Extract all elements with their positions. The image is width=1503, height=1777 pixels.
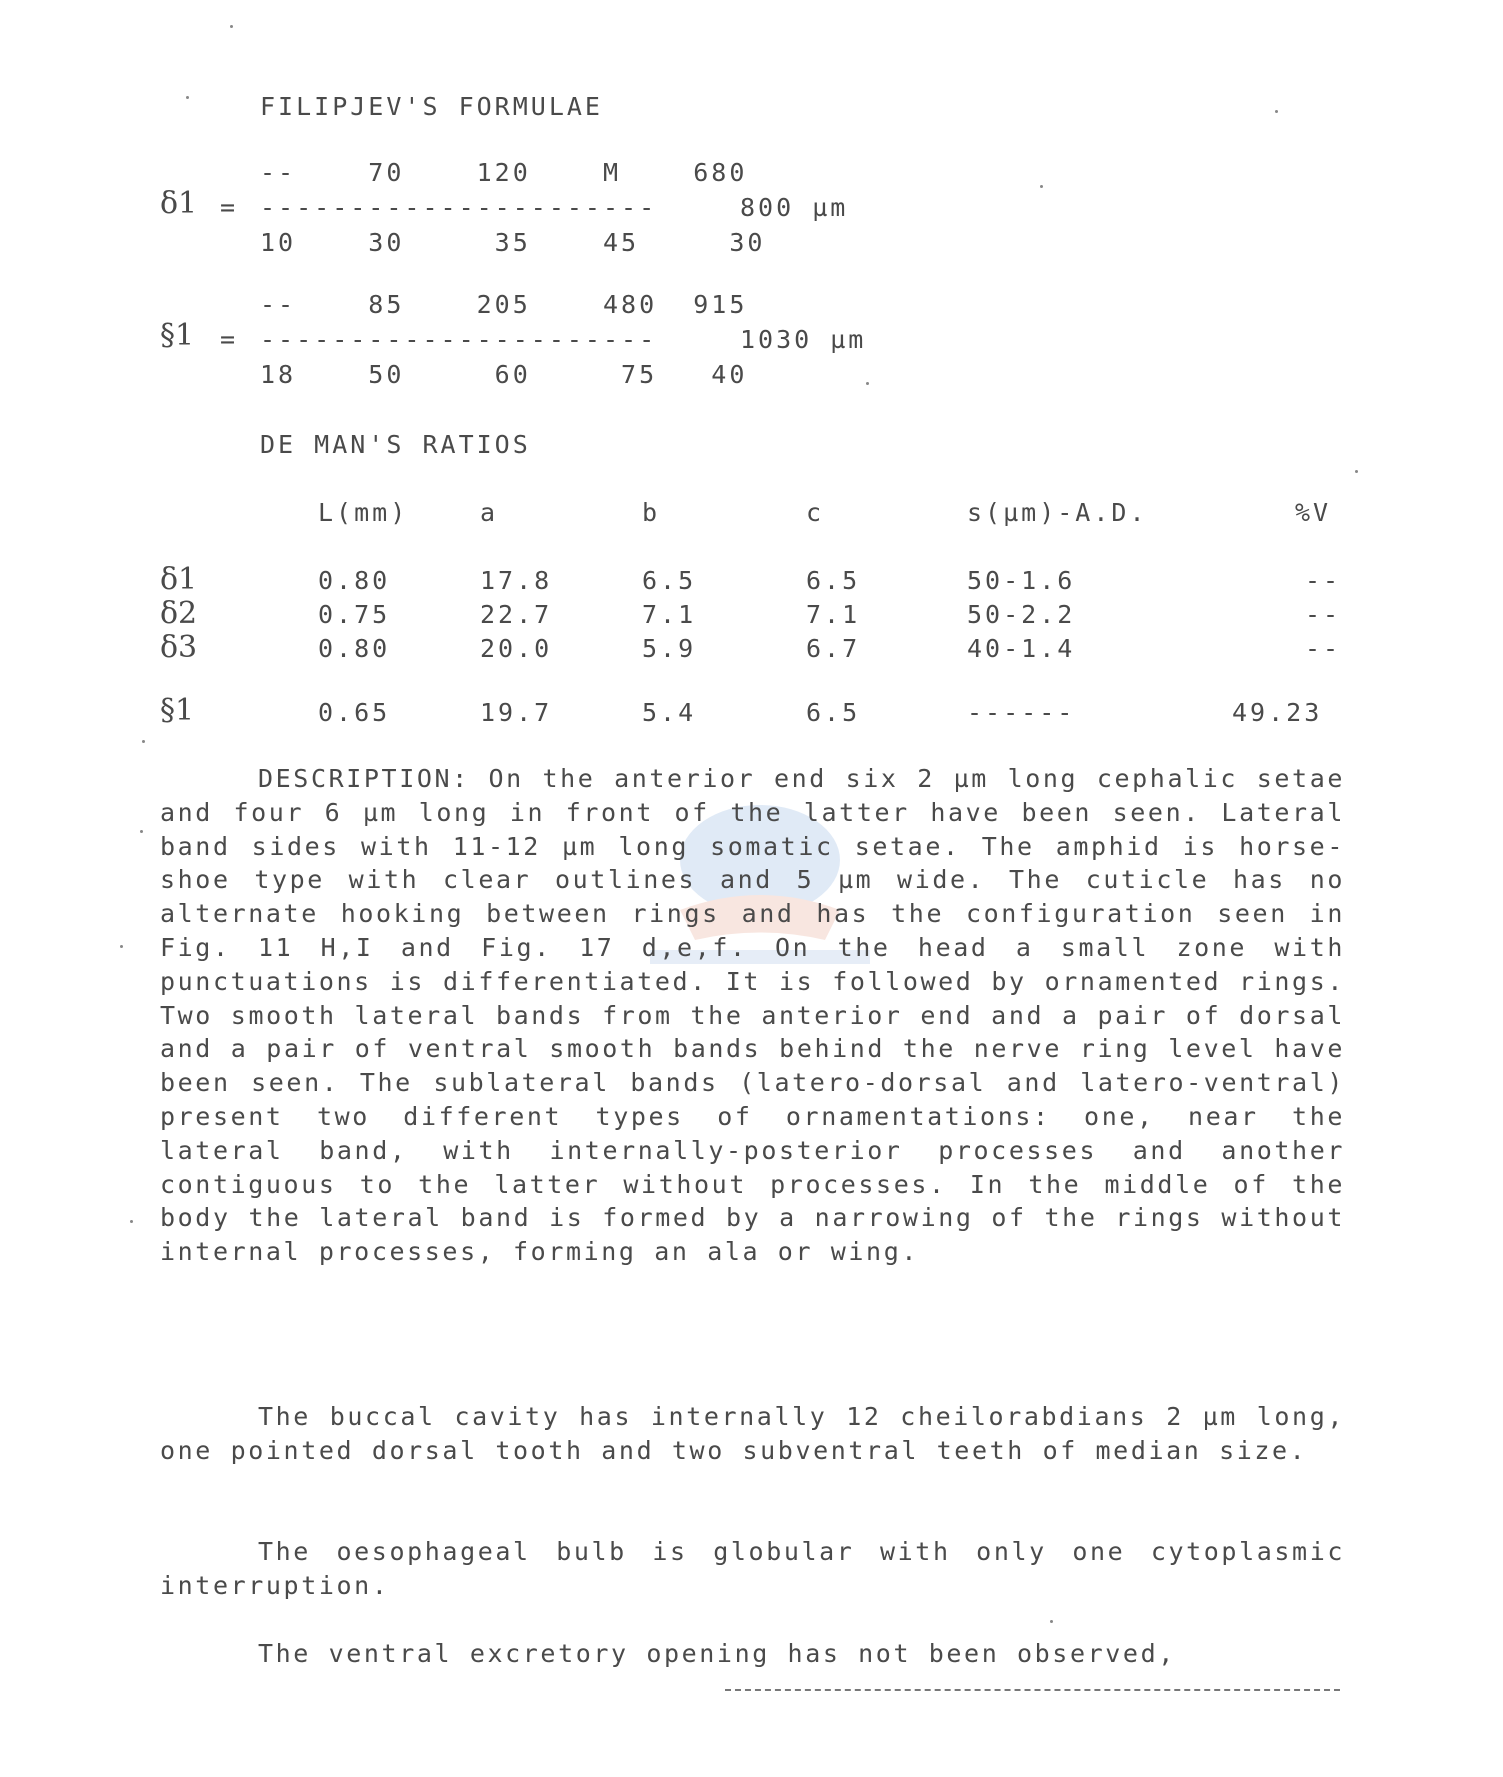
column-header: b (642, 498, 661, 527)
male-formula-bar: ---------------------- (260, 193, 658, 222)
male-symbol: δ1 (160, 186, 198, 221)
column-header: a (480, 498, 499, 527)
cell-c: 6.5 (806, 698, 861, 727)
cell-a: 22.7 (480, 600, 553, 629)
scan-speck (1050, 1620, 1053, 1623)
female-formula-equals: = (220, 325, 239, 354)
cell-v: 49.23 (1232, 698, 1323, 727)
cell-length: 0.80 (318, 634, 391, 663)
specimen-id: δ3 (160, 630, 198, 665)
column-header: %V (1295, 498, 1332, 527)
female-formula-top: -- 85 205 480 915 (260, 290, 748, 319)
cell-c: 6.7 (806, 634, 861, 663)
excretory-paragraph: The ventral excretory opening has not been observed, (258, 1639, 1176, 1668)
scan-speck (1275, 110, 1278, 113)
scan-speck (866, 382, 869, 385)
column-header: c (806, 498, 825, 527)
female-formula-bar: ---------------------- (260, 325, 658, 354)
scan-speck (142, 740, 145, 743)
column-header: L(mm) (318, 498, 409, 527)
cell-b: 5.4 (642, 698, 697, 727)
female-formula-total: 1030 µm (740, 325, 867, 354)
buccal-paragraph: The buccal cavity has internally 12 cheilorabdians 2 µm long, one pointed dorsal tooth and two subventral teeth of median size. (160, 1402, 1345, 1465)
cell-b: 5.9 (642, 634, 697, 663)
cell-v: -- (1305, 600, 1342, 629)
cell-a: 17.8 (480, 566, 553, 595)
specimen-id: δ1 (160, 562, 198, 597)
specimen-id: δ2 (160, 596, 198, 631)
specimen-id: §1 (160, 693, 195, 728)
cell-c: 6.5 (806, 566, 861, 595)
oesophageal-paragraph: The oesophageal bulb is globular with only one cytoplasmic interruption. (160, 1537, 1345, 1600)
cell-b: 6.5 (642, 566, 697, 595)
column-header: s(µm)-A.D. (967, 498, 1148, 527)
cell-length: 0.80 (318, 566, 391, 595)
male-formula-bottom: 10 30 35 45 30 (260, 228, 766, 257)
cell-a: 20.0 (480, 634, 553, 663)
cell-v: -- (1305, 634, 1342, 663)
scan-speck (230, 25, 233, 28)
scan-speck (140, 830, 143, 833)
cell-v: -- (1305, 566, 1342, 595)
cell-s: 50-2.2 (967, 600, 1076, 629)
female-symbol: §1 (160, 318, 195, 353)
cell-s: 50-1.6 (967, 566, 1076, 595)
cell-s: ------ (967, 698, 1076, 727)
male-formula-total: 800 µm (740, 193, 849, 222)
cell-length: 0.65 (318, 698, 391, 727)
cell-length: 0.75 (318, 600, 391, 629)
scan-speck (120, 945, 123, 948)
scan-speck (186, 96, 189, 99)
female-formula-bottom: 18 50 60 75 40 (260, 360, 748, 389)
cell-c: 7.1 (806, 600, 861, 629)
scan-speck (130, 1220, 133, 1223)
filipjev-heading: FILIPJEV'S FORMULAE (260, 92, 603, 121)
description-paragraph: DESCRIPTION: On the anterior end six 2 µm long cephalic setae and four 6 µm long in front of the latter have been seen. Lateral band sides with 11-12 µm long somatic setae. The amphid is horse-shoe type with clear outlines and 5 µm wide. The cuticle has no alternate hooking between rings and has the configuration seen in Fig. 11 H,I and Fig. 17 d,e,f. On the head a small zone with punctuations is differentiated. It is followed by ornamented rings. Two smooth lateral bands from the anterior end and a pair of dorsal and a pair of ventral smooth bands behind the nerve ring level have been seen. The sublateral bands (latero-dorsal and latero-ventral) present two different types of ornamentations: one, near the lateral band, with internally-posterior processes and another contiguous to the latter without processes. In the middle of the body the lateral band is formed by a narrowing of the rings without internal processes, forming an ala or wing. (160, 764, 1345, 1267)
scan-speck (1355, 470, 1358, 473)
cell-b: 7.1 (642, 600, 697, 629)
male-formula-top: -- 70 120 M 680 (260, 158, 748, 187)
cell-a: 19.7 (480, 698, 553, 727)
trailing-dashed-line (725, 1689, 1340, 1691)
scan-speck (1040, 185, 1043, 188)
cell-s: 40-1.4 (967, 634, 1076, 663)
deman-heading: DE MAN'S RATIOS (260, 430, 531, 459)
male-formula-equals: = (220, 193, 239, 222)
